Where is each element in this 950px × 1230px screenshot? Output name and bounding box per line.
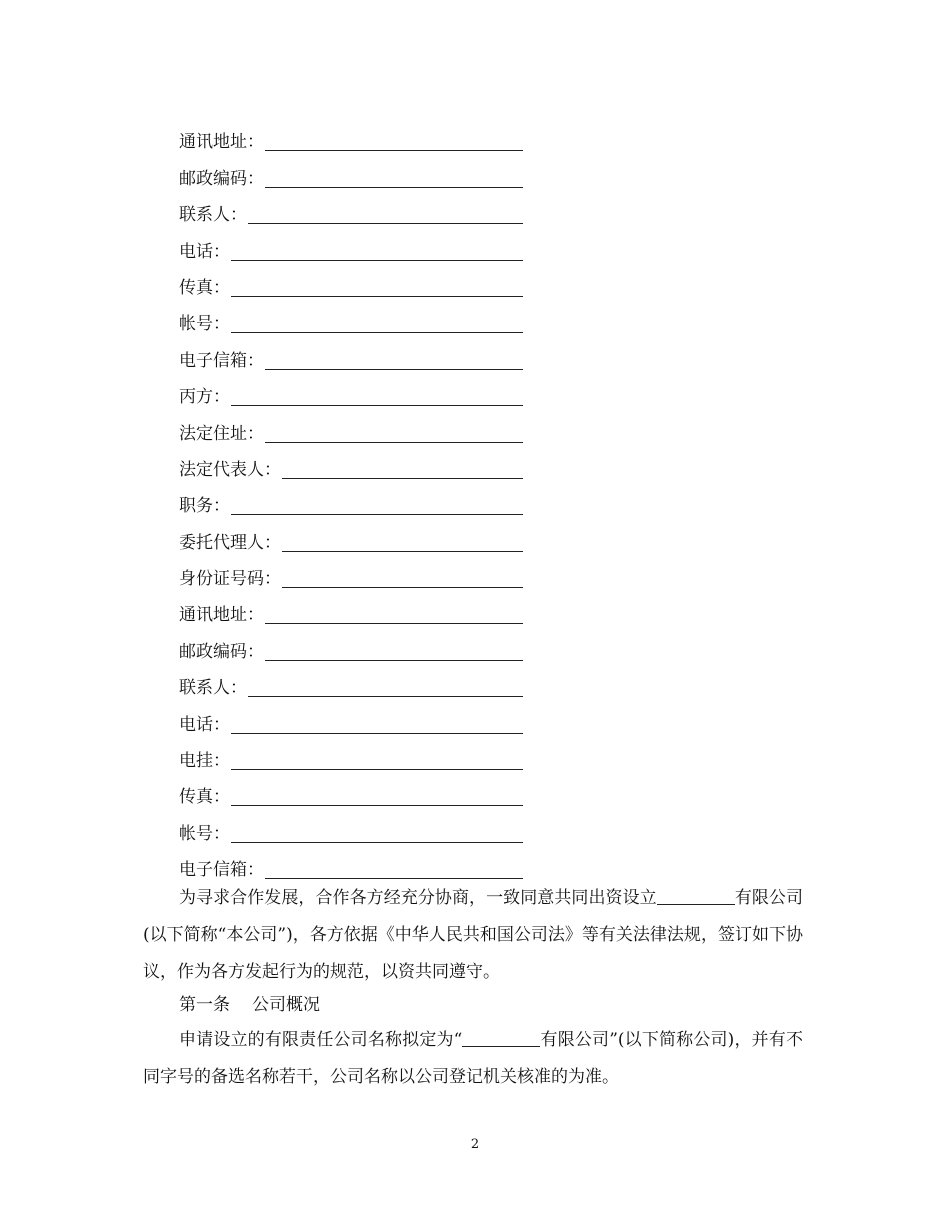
field-row (179, 118, 523, 154)
field-label: 丙方： (179, 387, 230, 408)
party-field-list (179, 118, 523, 882)
field-blank[interactable] (231, 749, 523, 770)
field-blank[interactable] (248, 676, 523, 697)
field-blank[interactable] (265, 640, 523, 661)
field-blank[interactable] (282, 531, 523, 552)
intro-text-2: 有限公司(以下简称“本公司”)，各方依据《中华人民共和国公司法》等有关法律法规，签订如下协议，作为各方发起行为的规范，以资共同遵守。 (143, 888, 803, 982)
field-label: 帐号： (179, 823, 230, 844)
field-row (179, 409, 523, 445)
field-row (179, 591, 523, 627)
page-number: 2 (470, 1137, 480, 1152)
field-blank[interactable] (231, 785, 523, 806)
field-label: 通讯地址： (179, 132, 264, 153)
field-blank[interactable] (231, 494, 523, 515)
field-row (179, 300, 523, 336)
field-blank[interactable] (265, 349, 523, 370)
field-label: 联系人： (179, 678, 247, 699)
field-blank[interactable] (231, 822, 523, 843)
field-blank[interactable] (282, 458, 523, 479)
field-label: 电挂： (179, 751, 230, 772)
field-blank[interactable] (231, 276, 523, 297)
field-blank[interactable] (265, 858, 523, 879)
field-blank[interactable] (231, 240, 523, 261)
field-row (179, 555, 523, 591)
field-label: 帐号： (179, 314, 230, 335)
company-name-blank[interactable] (657, 886, 735, 905)
field-label: 邮政编码： (179, 641, 264, 662)
field-row (179, 373, 523, 409)
intro-paragraph (143, 880, 803, 991)
field-row (179, 191, 523, 227)
field-label: 委托代理人： (179, 532, 281, 553)
field-row (179, 809, 523, 845)
field-row (179, 154, 523, 190)
field-row (179, 627, 523, 663)
article-1-paragraph (143, 1022, 803, 1096)
field-blank[interactable] (231, 312, 523, 333)
article-1-number: 第一条 (179, 995, 230, 1015)
field-row (179, 737, 523, 773)
article-1-title: 公司概况 (252, 995, 320, 1015)
field-row (179, 773, 523, 809)
field-label: 电话： (179, 241, 230, 262)
field-label: 职务： (179, 496, 230, 517)
field-label: 电话： (179, 714, 230, 735)
field-row (179, 264, 523, 300)
field-label: 通讯地址： (179, 605, 264, 626)
field-blank[interactable] (265, 422, 523, 443)
field-row (179, 446, 523, 482)
field-label: 法定代表人： (179, 459, 281, 480)
field-blank[interactable] (265, 603, 523, 624)
field-label: 邮政编码： (179, 168, 264, 189)
field-blank[interactable] (248, 203, 523, 224)
field-row (179, 518, 523, 554)
article-1-text-1: 申请设立的有限责任公司名称拟定为“ (179, 1030, 463, 1050)
field-label: 电子信箱： (179, 350, 264, 371)
field-label: 法定住址： (179, 423, 264, 444)
field-label: 身份证号码： (179, 569, 281, 590)
field-row (179, 700, 523, 736)
intro-text-1: 为寻求合作发展，合作各方经充分协商，一致同意共同出资设立 (179, 888, 657, 908)
field-row (179, 846, 523, 882)
field-row (179, 336, 523, 372)
proposed-name-blank[interactable] (462, 1028, 540, 1047)
article-1-text-2: 有限公司”(以下简称公司)，并有不同字号的备选名称若干，公司名称以公司登记机关核准的为准。 (143, 1030, 803, 1087)
field-blank[interactable] (265, 130, 523, 151)
field-blank[interactable] (231, 713, 523, 734)
field-label: 联系人： (179, 205, 247, 226)
field-blank[interactable] (265, 167, 523, 188)
field-label: 电子信箱： (179, 860, 264, 881)
field-row (179, 664, 523, 700)
field-label: 传真： (179, 277, 230, 298)
field-row (179, 482, 523, 518)
field-blank[interactable] (282, 567, 523, 588)
field-label: 传真： (179, 787, 230, 808)
field-blank[interactable] (231, 385, 523, 406)
article-1-heading (179, 993, 320, 1017)
field-row (179, 227, 523, 263)
